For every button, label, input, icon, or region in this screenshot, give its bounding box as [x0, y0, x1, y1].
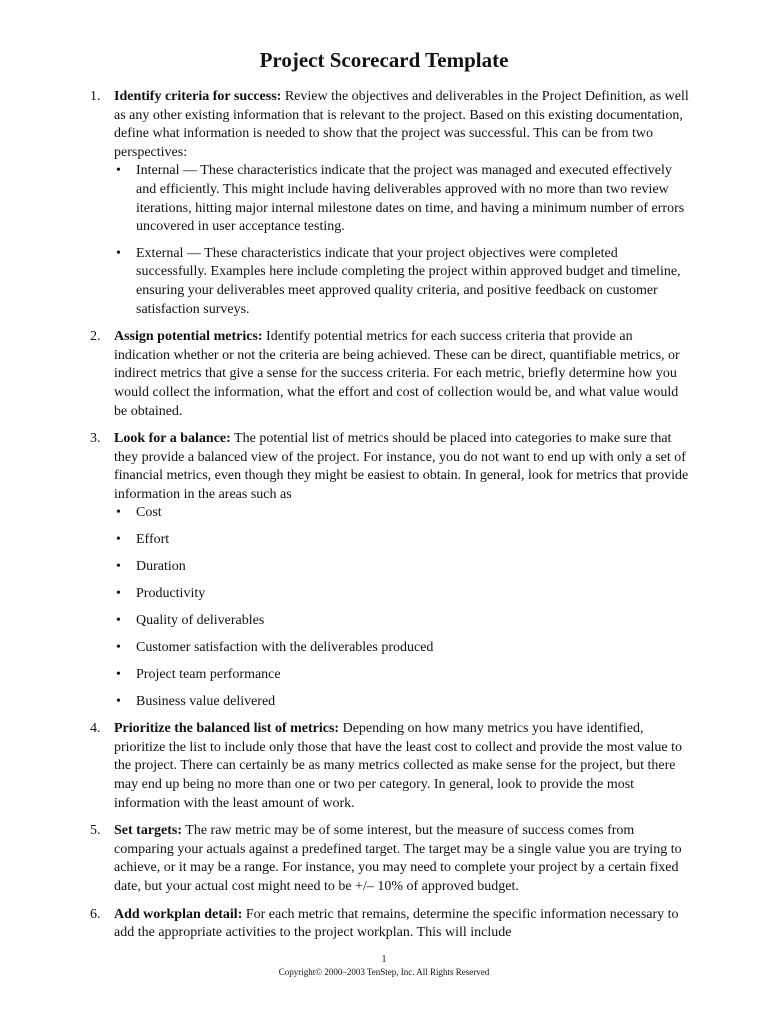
item-lead: Identify criteria for success: — [114, 89, 282, 104]
bullet-icon: • — [116, 586, 121, 602]
bullet-icon: • — [116, 613, 121, 629]
item-number: 6. — [90, 906, 101, 922]
bullet-icon: • — [116, 666, 121, 682]
bullet-item — [114, 666, 690, 685]
copyright-notice: Copyright© 2000–2003 TenStep, Inc. All Rights Reserved — [278, 967, 490, 977]
bullet-text: Business value delivered — [136, 693, 276, 709]
bullet-icon: • — [116, 163, 121, 179]
item-lead: Look for a balance: — [114, 431, 231, 447]
bullet-text: Project team performance — [136, 666, 281, 682]
item-number: 1. — [90, 89, 101, 104]
bullet-text: Customer satisfaction with the deliverables produced — [136, 639, 434, 655]
item-lead: Assign potential metrics: — [114, 329, 263, 345]
item-paragraph — [114, 430, 690, 504]
item-text: Depending on how many metrics you have identified, prioritize the list to include only those that have the least cost to collect and provide the most value to the project. There can certainly be as many metrics collected as make sense for the project, but there may end up being no more than one or two per category. In general, look to provide the most information with the least amount of work. — [114, 721, 683, 811]
bullet-text: External — These characteristics indicate that your project objectives were completed successfully. Examples here include completing the project within approved budget and timeline, ensuring your deliverables meet approved quality criteria, and positive feedback on customer satisfaction surveys. — [136, 245, 681, 317]
bullet-item — [114, 245, 690, 319]
bullet-text: Effort — [136, 532, 170, 548]
bullet-list — [114, 162, 690, 319]
numbered-list — [90, 88, 690, 952]
item-text: Identify potential metrics for each success criteria that provide an indication whether or not the criteria are being achieved. These can be direct, quantifiable metrics, or indirect metrics that give a sense for the success criteria. For each metric, briefly determine how you would collect the information, what the effort and cost of collection would be, and what value would be obtained. — [114, 329, 680, 419]
bullet-item — [114, 162, 690, 236]
bullet-text: Productivity — [136, 586, 206, 602]
list-item-4 — [90, 720, 690, 813]
item-number: 5. — [90, 823, 101, 839]
bullet-item — [114, 693, 690, 712]
bullet-item — [114, 558, 690, 577]
item-text: The raw metric may be of some interest, but the measure of success comes from comparing your actuals against a predefined target. The target may be a single value you are trying to achieve, or it may be a range. For instance, you may need to complete your project by a certain fixed date, but your actual cost might need to be +/– 10% of approved budget. — [114, 823, 682, 895]
bullet-icon: • — [116, 559, 121, 575]
item-text: For each metric that remains, determine the specific information necessary to add the appropriate activities to the project workplan. This will include — [114, 906, 679, 941]
list-item-1 — [90, 88, 690, 319]
item-paragraph — [114, 88, 690, 162]
item-number: 4. — [90, 721, 101, 737]
bullet-item — [114, 612, 690, 631]
list-item-6 — [90, 906, 690, 943]
item-number: 3. — [90, 431, 101, 447]
bullet-icon: • — [116, 245, 121, 261]
item-text: Review the objectives and deliverables in the Project Definition, as well as any other existing information that is relevant to the project. Based on this existing documentation, define what information is needed to show that the project was successful. This can be from two perspectives: — [114, 89, 689, 160]
bullet-text: Duration — [136, 559, 186, 575]
bullet-icon: • — [116, 505, 121, 521]
item-paragraph — [114, 906, 690, 943]
list-item-2 — [90, 328, 690, 421]
bullet-icon: • — [116, 693, 121, 709]
item-text: The potential list of metrics should be placed into categories to make sure that they provide a balanced view of the project. For instance, you do not want to end up with only a set of financial metrics, even though they might be easiest to obtain. In general, look for metrics that provide information in the areas such as — [114, 431, 689, 502]
item-lead: Set targets: — [114, 823, 183, 839]
item-paragraph — [114, 720, 690, 813]
list-item-3 — [90, 430, 690, 711]
bullet-icon: • — [116, 639, 121, 655]
bullet-text: Internal — These characteristics indicate that the project was managed and executed effectively and efficiently. This might include having deliverables approved with no more than two review iterations, hitting major internal milestone dates on time, and having a minimum number of errors uncovered in user acceptance testing. — [136, 163, 685, 235]
list-item-5 — [90, 822, 690, 896]
item-paragraph — [114, 328, 690, 421]
bullet-text: Quality of deliverables — [136, 613, 265, 629]
page-title: Project Scorecard Template — [259, 48, 509, 72]
item-number: 2. — [90, 329, 101, 345]
bullet-icon: • — [116, 532, 121, 548]
bullet-item — [114, 639, 690, 658]
item-lead: Prioritize the balanced list of metrics: — [114, 721, 340, 737]
bullet-item — [114, 531, 690, 550]
item-paragraph — [114, 822, 690, 896]
bullet-list — [114, 504, 690, 711]
item-lead: Add workplan detail: — [114, 906, 243, 922]
page-number: 1 — [381, 954, 387, 965]
bullet-text: Cost — [136, 505, 162, 521]
bullet-item — [114, 504, 690, 523]
bullet-item — [114, 585, 690, 604]
